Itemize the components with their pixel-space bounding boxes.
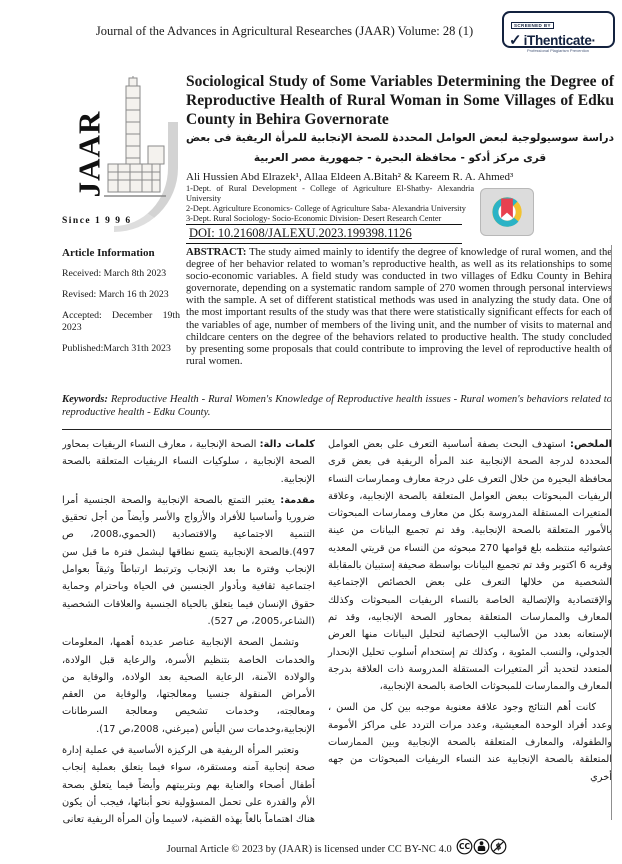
ithenticate-name: iThenticate· (523, 32, 596, 48)
abstract-label: ABSTRACT: (186, 247, 247, 258)
authors-line: Ali Hussien Abd Elrazek¹, Allaa Eldeen A.Bitah² & Kareem R. A. Ahmed³ (186, 171, 514, 183)
svg-text:CC: CC (459, 842, 471, 852)
paper-title-english: Sociological Study of Some Variables Determining the Degree of Reproductive Health of Rural Woman in Some Villages of Edku County in Behira Governorate (186, 73, 614, 128)
affiliation-1: 1-Dept. of Rural Development - College of Agriculture El-Shatby- Alexandria University (186, 184, 474, 203)
divider-above-doi (186, 224, 462, 225)
publication-badge-icon[interactable] (480, 188, 534, 236)
arabic-body-columns (62, 436, 612, 828)
arabic-keywords-paragraph: كلمات دالة: الصحة الإنجابية ، معارف النساء الريفيات بمحاور الصحة الإنجابية ، سلوكيات النساء الريفيات المتعلقة بالصحة الإنجابية. (62, 439, 315, 485)
arabic-summary-column (328, 436, 612, 828)
arabic-rural-woman-paragraph: وتعتبر المرأة الريفية هى الركيزة الأساسية في عملية إدارة صحة إنجابية آمنه ومستقرة، سواء فيما يتعلق بعملية إنجاب أطفال أصحاء والعناية بهم وبتربيتهم وأيضاً فيما يتعلق بصحة الأم والقدرة على تحمل المسؤولية نحو أبنائها، فيجب أن يكون هناك اهتماماً بالغاً بهذه القضية، لاسيما وأن المرأة الريفية تعانى (62, 745, 315, 826)
page-right-border (611, 245, 612, 820)
logo-since-label: Since 1 9 9 6 (62, 216, 132, 226)
affiliation-2: 2-Dept. Agriculture Economics- College of Agriculture Saba- Alexandria University (186, 204, 466, 213)
cc-icon (458, 839, 473, 854)
affiliation-3: 3-Dept. Rural Sociology- Socio-Economic Division- Desert Research Center (186, 214, 442, 223)
arabic-summary-paragraph: الملخص: استهدف البحث بصفة أساسية التعرف على بعض العوامل المحددة لدرجة الصحة الإنجابية عند المرأة الريفية فى بعض قرى محافظة البحيرة من خلال التعرف على درجة معارف وممارسات النساء الريفيات المبحوثات ببعض العوامل المتعلقة بالصحة الإنجابية، وعلاقة المتغيرات المستقلة المدروسة بكل من معارف وممارسات المبحوثات بالأمور المتعلقة بالصحة الإنجابية. وقد تم تجميع البيانات من عينة عشوائيه منتظمه بلغ قوامها 270 مبحوثه من النساء من قريتي المعديه وقريه 6 اكتوبر وقد تم تجميع البيانات بواسطة صحيفة إستبيان بالمقابلة الشخصية من خلالها التعرف على بعض الخصائص الإجتماعية والإقتصادية والإتصالية الخاصة بالنساء الريفيات المبحوثات وكذلك المعارف والممارسات المتعلقة بمحاور الصحة الإنجابيه، وقد تم الإستعانه بعدد من الأساليب الإحصائية لتحليل البيانات منها العرض الجدولي، والنسب المئوية ، وكذلك تم إستخدام أسلوب تحليل الإنحدار المتعدد لتحديد أثر المتغيرات المستقلة المدروسة ذات العلاقة بدرجة المعارف والممارسات للمبحوثات الخاصة بالصحة الإنجابية، (328, 439, 612, 693)
divider-above-columns (62, 429, 612, 430)
cc-by-icon (475, 839, 490, 854)
published-date: Published:March 31th 2023 (62, 343, 171, 354)
checkmark-icon: ✓ (509, 32, 522, 49)
paper-title-arabic-line2: قرى مركز أدكو - محافظة البحيرة - جمهورية مصر العربية (253, 152, 547, 164)
divider-below-doi (186, 243, 462, 244)
received-date: Received: March 8th 2023 (62, 268, 167, 279)
revised-date: Revised: March 16 th 2023 (62, 289, 169, 300)
svg-text:$: $ (495, 842, 502, 853)
arabic-introduction-lead: مقدمة: (280, 494, 315, 506)
accepted-date: Accepted: December 19th 2023 (62, 310, 180, 333)
arabic-keywords-lead: كلمات دالة: (259, 439, 315, 450)
arabic-elements-paragraph: وتشمل الصحة الإنجابية عناصر عديدة أهمها، المعلومات والخدمات الخاصة بتنظيم الأسرة، والرعاية قبل الولادة، والولادة الآمنة، الرعاية الصحية بعد الولادة، والوقاية من الأمراض المنقولة جنسيا ومعالجتها، والوقاية من العقم ومعالجته، وخدمات تشخيص ومعالجة السرطانات الإنجابية،وخدمات سن اليأس (ميرغني، 2008،ص 17). (62, 637, 315, 735)
keywords-line: Keywords: Reproductive Health - Rural Women's Knowledge of Reproductive health issues - Rural women's behaviors related to reproductive health - Edku County. (62, 394, 612, 418)
arabic-introduction-paragraph: مقدمة: يعتبر التمتع بالصحة الإنجابية والصحة الجنسية أمرا ضروريا وأساسيا للأفراد والأزواج والأسر وأيضاً من أجل تحقيق التنمية الاجتماعية والاقتصادية (الحموي،2008، ص 497).فالصحة الإنجابية يتسع نطاقها ليشمل فترة ما قبل سن الإنجاب وفترة ما بعد الإنجاب وترتبط ارتباطاً وثيقاً بعوامل اجتماعية ثقافية وبأدوار الجنسين في الحياة وباحترام وحماية حقوق الإنسان فيما يتعلق بالحياة الجنسية والعلاقات الشخصية (الشاعر،2005، ص 527). (62, 494, 315, 627)
arabic-results-paragraph: كانت أهم النتائج وجود علاقة معنوية موجبه بين كل من السن ، وعدد أفراد الوحدة المعيشية، وعدد مرات التردد على مراكز الأمومة والطفولة، والمعارف المتعلقة بالصحة الإنجابية وبين الممارسات المتعلقة بالصحة الإنجابية عند النساء الريفيات المبحوثات من جهه أخري (328, 702, 612, 783)
cc-license-icons (456, 838, 507, 858)
keywords-label: Keywords: (62, 394, 108, 405)
article-information-heading: Article Information (62, 247, 155, 259)
jaar-building-illustration (96, 76, 176, 216)
paper-title-arabic-line1: دراسة سوسيولوجية لبعض العوامل المحددة للصحة الإنجابية للمرأة الريفية فى بعض (186, 132, 614, 144)
license-footer (62, 838, 612, 858)
jaar-logo-text: JAAR (71, 110, 107, 198)
license-text: Journal Article © 2023 by (JAAR) is licensed under CC BY-NC 4.0 (166, 844, 452, 855)
cc-nc-icon (492, 839, 507, 854)
ithenticate-tagline: Professional Plagiarism Prevention (527, 48, 590, 53)
journal-header-line: Journal of the Advances in Agricultural Researches (JAAR) Volume: 28 (1) (95, 24, 474, 38)
abstract-paragraph: ABSTRACT: The study aimed mainly to identify the degree of knowledge of rural women, and the degree of her behavior related to woman’s reproductive health, as well as its relationships to some socio-economic variables. A field study was conducted in two villages of Edku County in Behira governorate, depending on a systematic random sample of 270 women through personal interviews with the sample. A set of different statistical methods was used in analyzing the study data. One of the most important results of the study was that there were statistically significant effects for each of the variables of age, number of members of the living unit, and the number of visits to maternal and childcare centers on the degree of the behaviors related to productive health. The study concluded by presenting some proposals that could contribute to improving the level of reproductive health of rural women. (186, 247, 612, 367)
affiliations-block (186, 184, 474, 224)
arabic-intro-column (62, 436, 315, 828)
ithenticate-badge[interactable] (502, 11, 615, 53)
article-information-panel (62, 247, 180, 355)
arabic-summary-lead: الملخص: (570, 439, 612, 450)
ithenticate-screened-by-label: SCREENED BY (511, 22, 554, 29)
jaar-logo (60, 74, 180, 236)
doi-link[interactable]: DOI: 10.21608/JALEXU.2023.199398.1126 (189, 226, 412, 240)
